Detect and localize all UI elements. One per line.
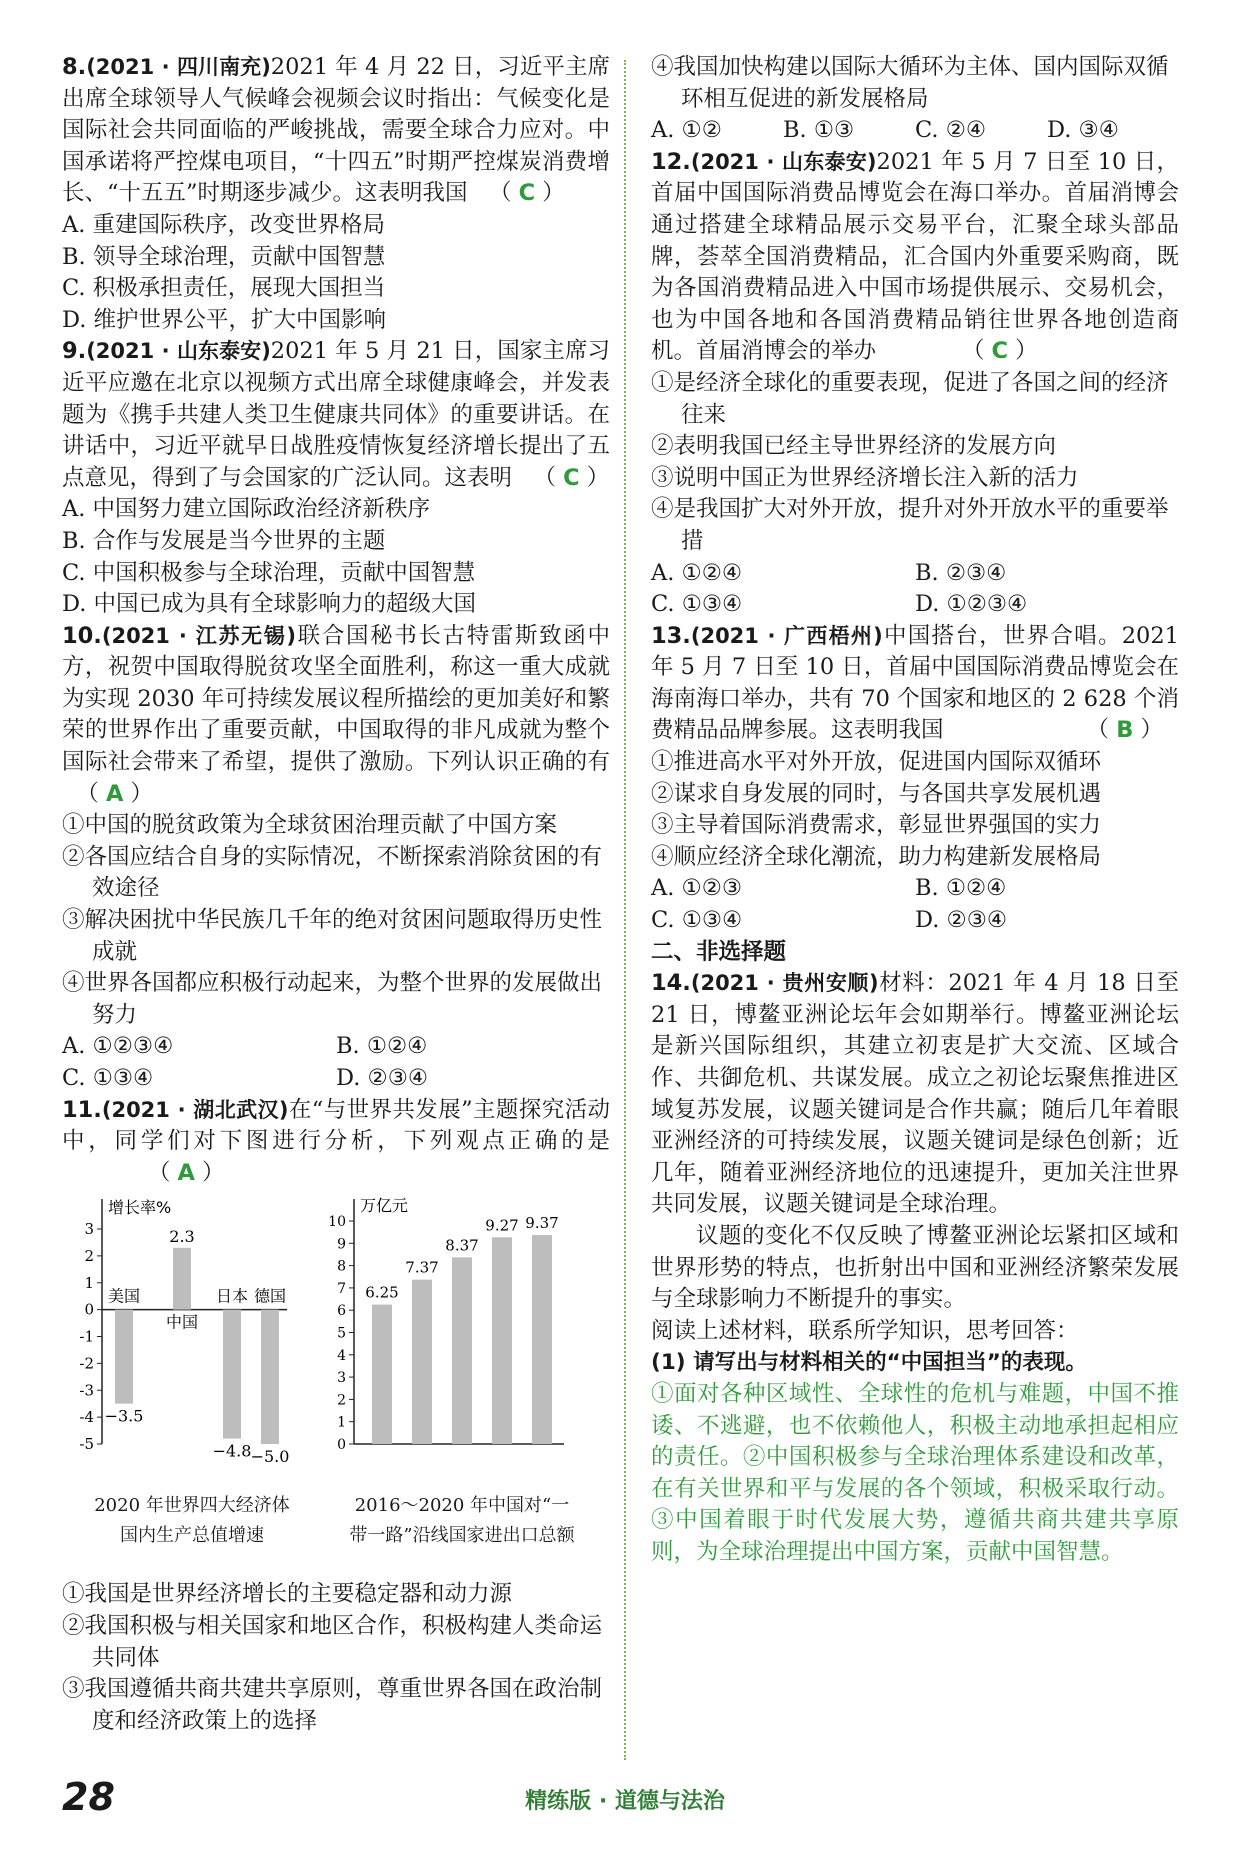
question-source: (2021 · 山东泰安) bbox=[86, 339, 271, 364]
bar-value-label: 9.27 bbox=[485, 1216, 519, 1235]
y-tick-label: 7 bbox=[337, 1281, 346, 1298]
options-row bbox=[651, 115, 1179, 147]
option-a: A. ①②③④ bbox=[62, 1033, 174, 1060]
material-paragraph: 议题的变化不仅反映了博鳌亚洲论坛紧扣区域和世界形势的特点，也折射出中国和亚洲经济繁荣发展与全球影响力不断提升的事实。 bbox=[651, 1222, 1179, 1313]
question-number: 8. bbox=[62, 54, 87, 80]
bar-value-label: 8.37 bbox=[445, 1236, 479, 1255]
option-d: D. 中国已成为具有全球影响力的超级大国 bbox=[62, 591, 477, 618]
option-c: C. ①③④ bbox=[651, 591, 743, 618]
section-title: 二、非选择题 bbox=[651, 938, 787, 965]
y-tick-label: 5 bbox=[337, 1325, 346, 1342]
y-tick-label: 9 bbox=[337, 1236, 346, 1253]
question-text: 在“与世界共发展”主题探究活动中，同学们对下图进行分析，下列观点正确的是 bbox=[62, 1096, 610, 1155]
question-number: 9. bbox=[62, 338, 87, 365]
statement-2: ②表明我国已经主导世界经济的发展方向 bbox=[651, 433, 1057, 460]
option-a: A. 重建国际秩序，改变世界格局 bbox=[62, 211, 386, 238]
gdp-growth-chart bbox=[62, 1189, 292, 1489]
y-tick-label: 2 bbox=[84, 1247, 94, 1266]
footer-title: 精练版 · 道德与法治 bbox=[525, 1789, 725, 1814]
answer-choice: A bbox=[177, 1159, 195, 1186]
option-b: B. ①②④ bbox=[336, 1033, 428, 1060]
bar bbox=[492, 1238, 512, 1445]
question-number: 10. bbox=[62, 622, 102, 649]
statement-1: ①推进高水平对外开放，促进国内国际双循环 bbox=[651, 749, 1102, 776]
option-c: C. ①③④ bbox=[651, 907, 743, 934]
charts-figure bbox=[62, 1189, 610, 1579]
y-axis-label: 万亿元 bbox=[360, 1196, 409, 1216]
y-tick-label: 6 bbox=[337, 1303, 346, 1320]
question-10-stem bbox=[62, 621, 610, 811]
bar bbox=[115, 1310, 133, 1404]
option-b: B. 领导全球治理，贡献中国智慧 bbox=[62, 243, 386, 270]
category-label: 中国 bbox=[165, 1313, 199, 1332]
answer-choice: C bbox=[563, 464, 580, 491]
statement-1: ①我国是世界经济增长的主要稳定器和动力源 bbox=[62, 1581, 513, 1608]
bar bbox=[452, 1258, 472, 1445]
options-row bbox=[62, 1063, 610, 1095]
bar-value-label: −4.8 bbox=[212, 1442, 252, 1461]
question-14 bbox=[651, 968, 1179, 1568]
y-tick-label: 4 bbox=[337, 1348, 346, 1365]
options-row bbox=[651, 558, 1179, 590]
option-a: A. ①②③ bbox=[651, 875, 743, 902]
y-tick-label: 8 bbox=[337, 1258, 346, 1275]
statement-1: ①是经济全球化的重要表现，促进了各国之间的经济往来 bbox=[651, 369, 1169, 428]
bar-value-label: −5.0 bbox=[250, 1447, 290, 1467]
bar bbox=[412, 1280, 432, 1444]
y-tick-label: -4 bbox=[79, 1408, 94, 1427]
option-c: C. ①③④ bbox=[62, 1065, 154, 1091]
question-text: 联合国秘书长古特雷斯致函中方，祝贺中国取得脱贫攻坚全面胜利，称这一重大成就为实现 2030 年可持续发展议程所描绘的更加美好和繁荣的世界作出了重要贡献，中国取得的非凡成就为整个国际社会带来了希望，提供了激励。下列认识正确的有 bbox=[62, 622, 610, 776]
answer-parenthesis: （ C ） bbox=[467, 180, 565, 207]
question-13 bbox=[651, 621, 1179, 937]
question-8 bbox=[62, 52, 610, 336]
question-text: 2021 年 5 月 21 日，国家主席习近平应邀在北京以视频方式出席全球健康峰会，并发表题为《携手共建人类卫生健康共同体》的重要讲话。在讲话中，习近平就早日战胜疫情恢复经济增长提出了五点意见，得到了与会国家的广泛认同。这表明 bbox=[62, 338, 611, 491]
question-11-stem bbox=[62, 1095, 610, 1190]
bar-value-label: 2.3 bbox=[169, 1227, 195, 1247]
option-b: B. ②③④ bbox=[915, 559, 1007, 586]
question-source: (2021 · 广西梧州) bbox=[690, 623, 883, 648]
question-11-continued bbox=[651, 52, 1179, 147]
option-d: D. ①②③④ bbox=[915, 591, 1028, 618]
question-12-stem bbox=[651, 147, 1179, 368]
bar-value-label: 6.25 bbox=[365, 1284, 399, 1302]
answer-parenthesis: （ C ） bbox=[876, 338, 1038, 365]
statement-4: ④我国加快构建以国际大循环为主体、国内国际双循环相互促进的新发展格局 bbox=[651, 54, 1169, 112]
question-source: (2021 · 四川南充) bbox=[86, 55, 271, 79]
answer-choice: B bbox=[1116, 717, 1134, 744]
question-source: (2021 · 山东泰安) bbox=[690, 149, 877, 174]
options-row bbox=[62, 1031, 610, 1063]
question-text: 材料：2021 年 4 月 18 日至 21 日，博鳌亚洲论坛年会如期举行。博鳌亚洲论坛是新兴国际组织，其建立初衷是扩大交流、区域合作、共御危机、共谋发展。成立之初论坛聚焦推进区域复苏发展，议题关键词是合作共赢；随后几年着眼亚洲经济的可持续发展，议题关键词是绿色创新；近几年，随着亚洲经济地位的迅速提升，更加关注世界共同发展，议题关键词是全球治理。 bbox=[651, 970, 1179, 1218]
left-column bbox=[62, 52, 610, 1737]
options-row bbox=[651, 589, 1179, 621]
answer-parenthesis: （ A ） bbox=[62, 1159, 225, 1186]
option-b: B. ①③ bbox=[783, 117, 855, 144]
bar bbox=[532, 1235, 552, 1444]
answer-parenthesis: （ B ） bbox=[943, 717, 1164, 744]
question-9 bbox=[62, 336, 610, 620]
answer-choice: C bbox=[991, 338, 1009, 365]
question-source: (2021 · 贵州安顺) bbox=[690, 971, 879, 996]
question-13-stem bbox=[651, 621, 1179, 747]
y-tick-label: -1 bbox=[79, 1327, 94, 1346]
statement-3: ③主导着国际消费需求，彰显世界强国的实力 bbox=[651, 812, 1102, 839]
answer-choice: C bbox=[518, 180, 536, 207]
question-10 bbox=[62, 621, 610, 1095]
question-12 bbox=[651, 147, 1179, 621]
statement-3: ③说明中国正为世界经济增长注入新的活力 bbox=[651, 464, 1079, 491]
option-c: C. 中国积极参与全球治理，贡献中国智慧 bbox=[62, 559, 476, 586]
statement-4: ④顺应经济全球化潮流，助力构建新发展格局 bbox=[651, 843, 1102, 870]
question-text: 2021 年 5 月 7 日至 10 日，首届中国国际消费品博览会在海口举办。首届消博会通过搭建全球精品展示交易平台，汇聚全球头部品牌，荟萃全国消费精品，汇合国内外重要采购商，既为各国消费精品进入中国市场提供展示、交易机会，也为中国各地和各国消费精品销往世界各地创造商机。首届消博会的举办 bbox=[651, 148, 1179, 365]
y-tick-label: 1 bbox=[84, 1274, 94, 1293]
question-14-material bbox=[651, 968, 1179, 1221]
page-number: 28 bbox=[62, 1775, 115, 1819]
chart1-caption: 2020 年世界四大经济体国内生产总值增速 bbox=[94, 1495, 290, 1547]
bar-value-label: −3.5 bbox=[104, 1407, 144, 1427]
y-tick-label: 10 bbox=[328, 1214, 346, 1231]
y-tick-label: 0 bbox=[84, 1301, 94, 1319]
bar bbox=[261, 1310, 279, 1444]
question-source: (2021 · 江苏无锡) bbox=[101, 623, 297, 648]
statement-2: ②我国积极与相关国家和地区合作，积极构建人类命运共同体 bbox=[62, 1612, 603, 1671]
bar bbox=[223, 1310, 241, 1439]
option-d: D. ②③④ bbox=[915, 907, 1008, 934]
bar-value-label: 7.37 bbox=[405, 1259, 439, 1278]
option-a: A. ①②④ bbox=[651, 559, 743, 586]
statement-4: ④世界各国都应积极行动起来，为整个世界的发展做出努力 bbox=[62, 970, 603, 1028]
sub-question-1: (1) 请写出与材料相关的“中国担当”的表现。 bbox=[651, 1350, 1087, 1376]
y-tick-label: 0 bbox=[337, 1437, 346, 1454]
question-text: 中国搭台，世界合唱。2021 年 5 月 7 日至 10 日，首届中国国际消费品博览会在海南海口举办，共有 70 个国家和地区的 2 628 个消费精品品牌参展。这表明我国 bbox=[651, 622, 1179, 744]
y-tick-label: 3 bbox=[84, 1220, 94, 1239]
category-label: 日本 bbox=[215, 1287, 249, 1306]
y-tick-label: 1 bbox=[337, 1415, 346, 1432]
statement-4: ④是我国扩大对外开放，提升对外开放水平的重要举措 bbox=[651, 496, 1169, 554]
option-a: A. ①② bbox=[651, 117, 722, 144]
y-axis-label: 增长率% bbox=[108, 1198, 172, 1218]
option-d: D. 维护世界公平，扩大中国影响 bbox=[62, 306, 387, 333]
statement-1: ①中国的脱贫政策为全球贫困治理贡献了中国方案 bbox=[62, 812, 558, 839]
column-divider bbox=[624, 60, 626, 1760]
option-c: C. 积极承担责任，展现大国担当 bbox=[62, 275, 386, 302]
category-label: 德国 bbox=[253, 1287, 287, 1306]
bar bbox=[173, 1248, 191, 1310]
y-tick-label: -5 bbox=[79, 1435, 94, 1454]
question-number: 14. bbox=[651, 970, 691, 997]
statement-2: ②各国应结合自身的实际情况，不断探索消除贫困的有效途径 bbox=[62, 843, 603, 902]
question-text: 2021 年 4 月 22 日，习近平主席出席全球领导人气候峰会视频会议时指出：气候变化是国际社会共同面临的严峻挑战，需要全球合力应对。中国承诺将严控煤电项目，“十四五”时期严控煤炭消费增长、“十五五”时期逐步减少。这表明我国 bbox=[62, 54, 611, 207]
answer-parenthesis: （ C ） bbox=[512, 464, 610, 491]
instruction: 阅读上述材料，联系所学知识，思考回答： bbox=[651, 1317, 1079, 1344]
statement-2: ②谋求自身发展的同时，与各国共享发展机遇 bbox=[651, 780, 1102, 807]
option-b: B. ①②④ bbox=[915, 875, 1007, 902]
options-row bbox=[651, 873, 1179, 905]
question-11 bbox=[62, 1095, 610, 1738]
answer-parenthesis: （ A ） bbox=[62, 780, 154, 807]
bar-value-label: 9.37 bbox=[525, 1214, 559, 1233]
question-number: 11. bbox=[62, 1096, 102, 1123]
chart2-caption: 2016～2020 年中国对“一带一路”沿线国家进出口总额 bbox=[349, 1495, 575, 1547]
options-row bbox=[651, 905, 1179, 937]
question-source: (2021 · 湖北武汉) bbox=[101, 1097, 289, 1122]
y-tick-label: 3 bbox=[337, 1370, 346, 1387]
answer-text: ①面对各种区域性、全球性的危机与难题，中国不推诿、不逃避，也不依赖他人，积极主动地承担起相应的责任。②中国积极参与全球治理体系建设和改革，在有关世界和平与发展的各个领域，积极采取行动。③中国着眼于时代发展大势，遵循共商共建共享原则，为全球治理提出中国方案，贡献中国智慧。 bbox=[651, 1380, 1179, 1565]
statement-3: ③我国遵循共商共建共享原则，尊重世界各国在政治制度和经济政策上的选择 bbox=[62, 1676, 603, 1734]
statement-3: ③解决困扰中华民族几千年的绝对贫困问题取得历史性成就 bbox=[62, 907, 603, 965]
trade-volume-chart bbox=[324, 1189, 574, 1489]
option-d: D. ③④ bbox=[1047, 117, 1119, 144]
question-number: 12. bbox=[651, 148, 691, 175]
right-column bbox=[651, 52, 1179, 1569]
question-8-stem bbox=[62, 52, 610, 210]
answer-choice: A bbox=[105, 780, 124, 807]
option-b: B. 合作与发展是当今世界的主题 bbox=[62, 527, 386, 554]
y-tick-label: -2 bbox=[79, 1354, 94, 1373]
option-c: C. ②④ bbox=[915, 117, 987, 144]
category-label: 美国 bbox=[107, 1287, 141, 1306]
option-a: A. 中国努力建立国际政治经济新秩序 bbox=[62, 496, 431, 523]
option-d: D. ②③④ bbox=[336, 1065, 429, 1091]
y-tick-label: -3 bbox=[79, 1381, 94, 1400]
y-tick-label: 2 bbox=[337, 1392, 346, 1409]
question-9-stem bbox=[62, 336, 610, 494]
bar bbox=[372, 1305, 392, 1444]
question-number: 13. bbox=[651, 622, 691, 649]
